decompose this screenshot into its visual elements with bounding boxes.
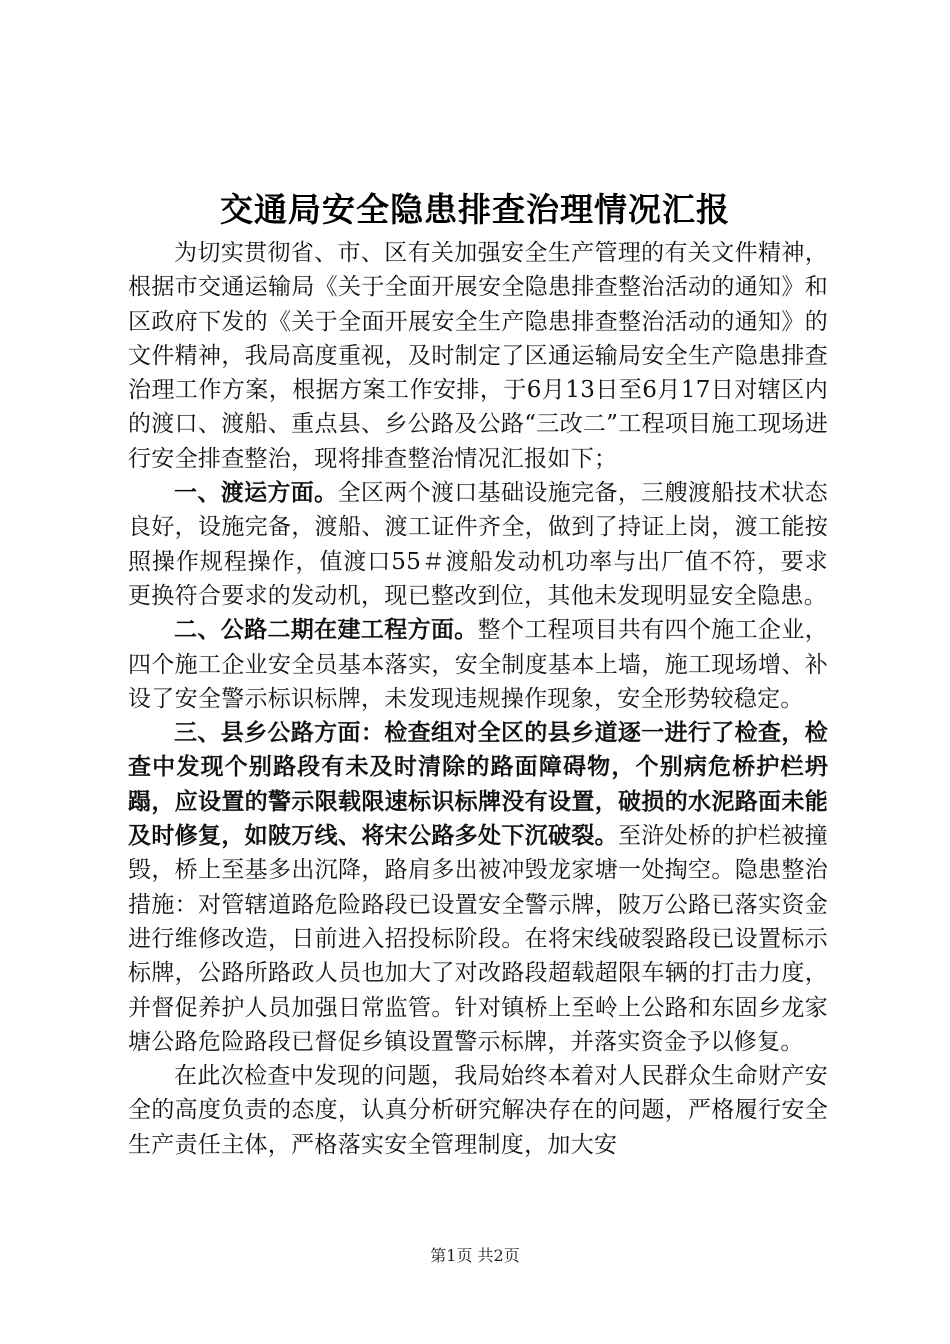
paragraph-text: 在此次检查中发现的问题，我局始终本着对人民群众生命财产安全的高度负责的态度，认真分析研究解决存在的问题，严格履行安全生产责任主体，严格落实安全管理制度，加大安: [128, 1063, 828, 1158]
document-body: [128, 236, 828, 1162]
paragraph-intro: [128, 236, 828, 476]
paragraph-text: 至浒处桥的护栏被撞毁，桥上至基多出沉降，路肩多出被冲毁龙家塘一处掏空。隐患整治措施：对管辖道路危险路段已设置安全警示牌，陂万公路已落实资金进行维修改造，日前进入招投标阶段。在将宋线破裂路段已设置标示标牌，公路所路政人员也加大了对改路段超载超限车辆的打击力度，并督促养护人员加强日常监管。针对镇桥上至岭上公路和东固乡龙家塘公路危险路段已督促乡镇设置警示标牌，并落实资金予以修复。: [128, 823, 828, 1055]
paragraph-highway-phase2: [128, 613, 828, 716]
paragraph-text: 为切实贯彻省、市、区有关加强安全生产管理的有关文件精神，根据市交通运输局《关于全面开展安全隐患排查整治活动的通知》和区政府下发的《关于全面开展安全生产隐患排查整治活动的通知》的文件精神，我局高度重视，及时制定了区通运输局安全生产隐患排查治理工作方案，根据方案工作安排，于6月13日至6月17日对辖区内的渡口、渡船、重点县、乡公路及公路“三改二”工程项目施工现场进行安全排查整治，现将排查整治情况汇报如下；: [128, 240, 828, 472]
page-footer: 第1页 共2页: [430, 1246, 520, 1265]
paragraph-conclusion: [128, 1059, 828, 1162]
section-heading-ferry: 一、渡运方面。: [174, 479, 338, 507]
paragraph-county-roads: [128, 716, 828, 1059]
paragraph-ferry: [128, 476, 828, 613]
section-heading-county-roads: 三、县乡公路方面：检查组对全区的县乡道逐一进行了检查，检查中发现个别路段有未及时清除的路面障碍物，个别病危桥护栏坍蹋，应设置的警示限载限速标识标牌没有设置，破损的水泥路面未能及时修复，如陂万线、将宋公路多处下沉破裂。: [128, 719, 828, 850]
paragraph-text: 全区两个渡口基础设施完备，三艘渡船技术状态良好，设施完备，渡船、渡工证件齐全，做到了持证上岗，渡工能按照操作规程操作，值渡口55＃渡船发动机功率与出厂值不符，要求更换符合要求的发动机，现已整改到位，其他未发现明显安全隐患。: [128, 480, 828, 609]
paragraph-text: 整个工程项目共有四个施工企业，四个施工企业安全员基本落实，安全制度基本上墙，施工现场增、补设了安全警示标识标牌，未发现违规操作现象，安全形势较稳定。: [128, 617, 828, 712]
section-heading-highway-phase2: 二、公路二期在建工程方面。: [174, 616, 478, 644]
document-title: 交通局安全隐患排查治理情况汇报: [220, 190, 730, 229]
